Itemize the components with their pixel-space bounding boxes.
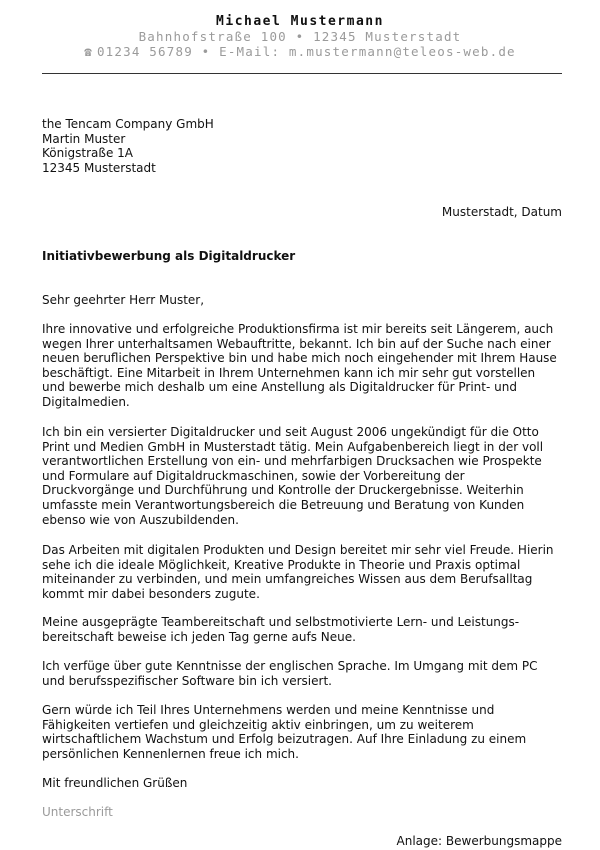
sender-address: Bahnhofstraße 100 • 12345 Musterstadt [138, 29, 462, 44]
recipient-person: Martin Muster [42, 131, 126, 146]
paragraph-line: Digitalmedien. [42, 394, 130, 409]
paragraph-5 [42, 659, 564, 688]
paragraph-2 [42, 425, 564, 527]
letter-date: Musterstadt, Datum [441, 205, 562, 219]
paragraph-line: und berufsspezifischer Software bin ich versiert. [42, 673, 332, 688]
paragraph-line: beschäftigt. Eine Mitarbeit in Ihrem Unternehmen kann ich mir sehr gut vorstellen [42, 365, 536, 380]
paragraph-line: Ihre innovative und erfolgreiche Produktionsfirma ist mir bereits seit Längerem, auch [42, 322, 554, 336]
paragraph-line: Ich bin ein versierter Digitaldrucker und seit August 2006 ungekündigt für die Otto [42, 425, 539, 439]
sender-contact-text: 01234 56789 • E-Mail: m.mustermann@teleos-web.de [96, 44, 516, 59]
salutation [42, 293, 564, 308]
closing-line: Mit freundlichen Grüßen [42, 776, 188, 790]
closing [42, 776, 564, 791]
paragraph-line: Fähigkeiten vertiefen und gleichzeitig aktiv einbringen, um zu weiterem [42, 717, 474, 732]
paragraph-line: Ich verfüge über gute Kenntnisse der englischen Sprache. Im Umgang mit dem PC [42, 659, 538, 673]
recipient-address [42, 117, 214, 175]
paragraph-line: persönlichen Kennenlernen freue ich mich. [42, 746, 299, 761]
paragraph-3 [42, 543, 564, 601]
paragraph-line: und bewerbe mich deshalb um eine Anstellung als Digitaldrucker für Print- und [42, 380, 517, 395]
paragraph-line: sehe ich die ideale Möglichkeit, Kreative Produkte in Theorie und Praxis optimal [42, 557, 521, 572]
paragraph-line: neuen beruflichen Perspektive bin und habe mich noch eingehender mit Ihrem Hause [42, 351, 557, 366]
paragraph-line: Print und Medien GmbH in Musterstadt tätig. Mein Aufgabenbereich liegt in der voll [42, 439, 544, 454]
letter-subject: Initiativbewerbung als Digitaldrucker [42, 249, 296, 263]
recipient-city: 12345 Musterstadt [42, 160, 156, 175]
paragraph-line: Das Arbeiten mit digitalen Produkten und Design bereitet mir sehr viel Freude. Hierin [42, 543, 554, 557]
recipient-company: the Tencam Company GmbH [42, 117, 214, 131]
enclosure-note: Anlage: Bewerbungsmappe [396, 834, 562, 848]
salutation-line: Sehr geehrter Herr Muster, [42, 293, 205, 307]
phone-icon: ☎ [84, 44, 93, 59]
letterhead [0, 14, 600, 59]
paragraph-line: bereitschaft beweise ich jeden Tag gerne aufs Neue. [42, 629, 356, 644]
paragraph-line: Druckvorgänge und Durchführung und Kontrolle der Druckergebnisse. Weiterhin [42, 483, 524, 498]
paragraph-line: Meine ausgeprägte Teambereitschaft und selbstmotivierte Lern- und Leistungs- [42, 615, 520, 629]
header-divider [42, 73, 562, 74]
paragraph-line: umfasste mein Verantwortungsbereich die Betreuung und Beratung von Kunden [42, 497, 525, 512]
paragraph-1 [42, 322, 564, 410]
paragraph-line: ebenso wie von Auszubildenden. [42, 512, 239, 527]
paragraph-line: und Formulare auf Digitaldruckmaschinen, sowie der Vorbereitung der [42, 468, 465, 483]
paragraph-line: wegen Ihrer unterhaltsamen Webauftritte, bekannt. Ich bin auf der Suche nach einer [42, 336, 551, 351]
paragraph-line: miteinander zu verbinden, und mein umfangreiches Wissen aus dem Berufsalltag [42, 572, 533, 587]
paragraph-4 [42, 615, 564, 644]
recipient-street: Königstraße 1A [42, 146, 134, 161]
sender-contact [0, 44, 600, 59]
paragraph-line: verantwortlichen Erstellung von ein- und mehrfarbigen Drucksachen wie Prospekte [42, 454, 542, 469]
signature-placeholder: Unterschrift [42, 805, 113, 819]
sender-name: Michael Mustermann [216, 14, 384, 29]
paragraph-6 [42, 703, 564, 761]
paragraph-line: Gern würde ich Teil Ihres Unternehmens werden und meine Kenntnisse und [42, 703, 495, 717]
paragraph-line: wirtschaftlichem Wachstum und Erfolg beizutragen. Auf Ihre Einladung zu einem [42, 732, 527, 747]
paragraph-line: kommt mir dabei besonders zugute. [42, 586, 260, 601]
